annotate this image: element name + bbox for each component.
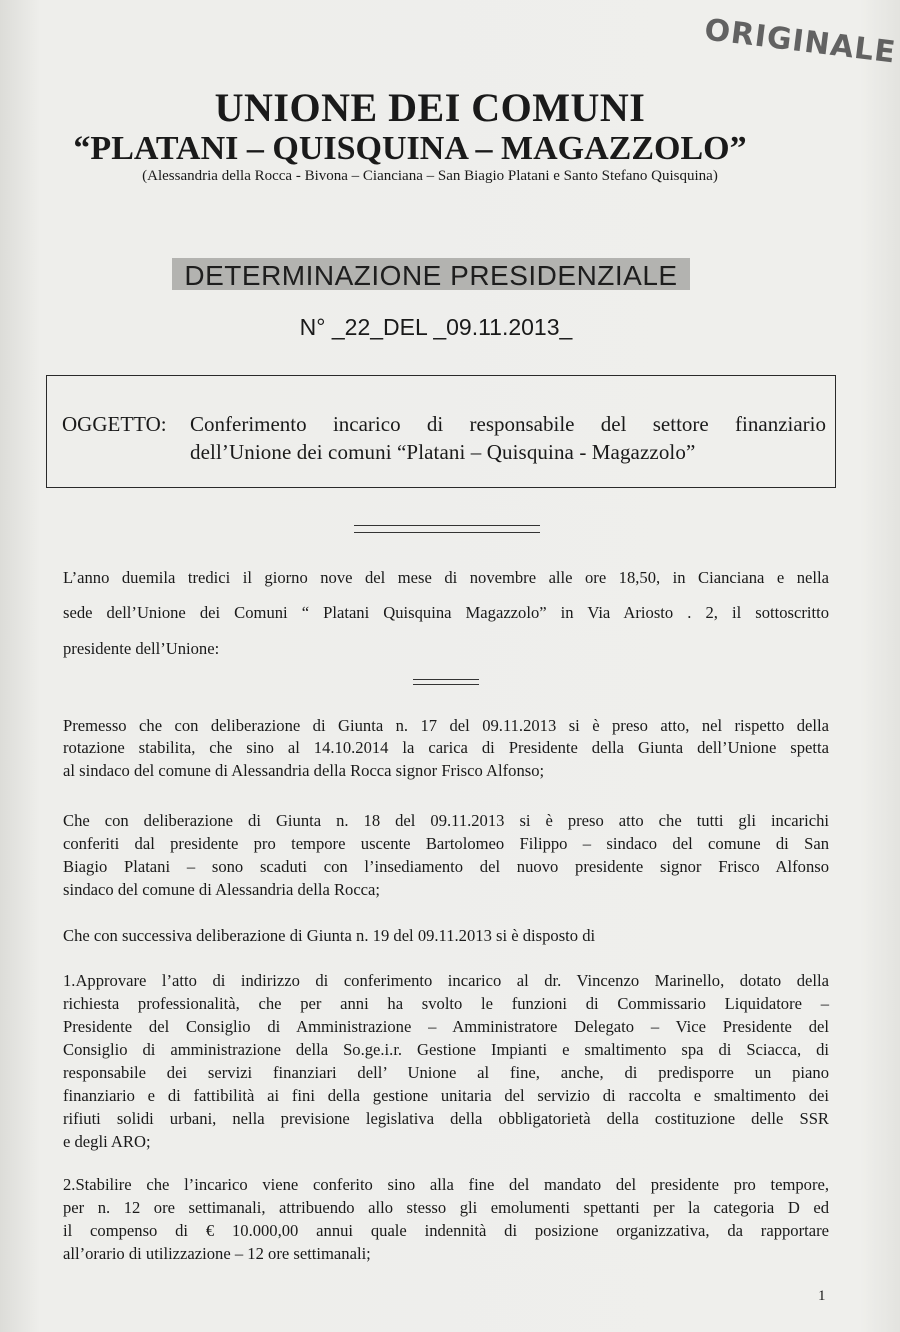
intro-line: presidente dell’Unione: [63,639,220,658]
document-number: N° _22_DEL _09.11.2013_ [299,314,573,340]
premesso-line: rotazione stabilita, che sino al 14.10.2014 la carica di Presidente della Giunta dell’Unione spetta [63,738,829,757]
item1-line: rifiuti solidi urbani, nella previsione legislativa della obbligatorietà della costituzione delle SSR [63,1109,829,1128]
oggetto-line: Conferimento incarico di responsabile del settore finanziario [190,412,826,436]
che-line: Che con deliberazione di Giunta n. 18 del 09.11.2013 si è preso atto che tutti gli incarichi [63,811,829,830]
item1-line: responsabile dei servizi finanziari dell’ Unione al fine, anche, di predisporre un piano [63,1063,829,1082]
intro-line: sede dell’Unione dei Comuni “ Platani Quisquina Magazzolo” in Via Ariosto . 2, il sottoscritto [63,603,829,622]
page-number: 1 [818,1288,826,1304]
separator-double-line [354,525,540,533]
che-line: Che con successiva deliberazione di Giunta n. 19 del 09.11.2013 si è disposto di [63,926,596,945]
intro-line: L’anno duemila tredici il giorno nove del mese di novembre alle ore 18,50, in Cianciana e nella [63,568,829,587]
determinazione-highlight [172,258,690,290]
item2-line: per n. 12 ore settimanali, attribuendo allo stesso gli emolumenti spettanti per la categoria D ed [63,1198,829,1217]
che-line: conferiti dal presidente pro tempore uscente Bartolomeo Filippo – sindaco del comune di San [63,834,829,853]
originale-stamp: ORIGINALE [702,12,898,71]
determinazione-title: DETERMINAZIONE PRESIDENZIALE [184,260,678,291]
item2-line: il compenso di € 10.000,00 annui quale indennità di posizione organizzativa, da rapportare [63,1221,829,1240]
item1-line: richiesta professionalità, che per anni ha svolto le funzioni di Commissario Liquidatore – [63,994,829,1013]
item2-line: all’orario di utilizzazione – 12 ore settimanali; [63,1244,371,1263]
che-line: sindaco del comune di Alessandria della Rocca; [63,880,381,899]
header-members: (Alessandria della Rocca - Bivona – Cianciana – San Biagio Platani e Santo Stefano Quisquina) [142,168,718,184]
premesso-line: al sindaco del comune di Alessandria della Rocca signor Frisco Alfonso; [63,761,545,780]
oggetto-box [46,375,836,488]
item1-line: e degli ARO; [63,1132,151,1151]
item1-line: Consiglio di amministrazione della So.ge.i.r. Gestione Impianti e smaltimento spa di Sciacca, di [63,1040,829,1059]
che-line: Biagio Platani – sono scaduti con l’insediamento del nuovo presidente signor Frisco Alfonso [63,857,829,876]
item1-line: Presidente del Consiglio di Amministrazione – Amministratore Delegato – Vice Presidente del [63,1017,829,1036]
separator-short-line [413,679,479,685]
header-title: UNIONE DEI COMUNI [214,85,646,130]
premesso-line: Premesso che con deliberazione di Giunta n. 17 del 09.11.2013 si è preso atto, nel rispetto della [63,716,829,735]
header-union-name: “PLATANI – QUISQUINA – MAGAZZOLO” [73,130,747,167]
item2-line: 2.Stabilire che l’incarico viene conferito sino alla fine del mandato del presidente pro tempore, [63,1175,829,1194]
oggetto-label: OGGETTO: [62,412,167,436]
item1-line: finanziario e di fattibilità ai fini della gestione unitaria del servizio di raccolta e smaltimento dei [63,1086,829,1105]
item1-line: 1.Approvare l’atto di indirizzo di conferimento incarico al dr. Vincenzo Marinello, dotato della [63,971,829,990]
oggetto-line: dell’Unione dei comuni “Platani – Quisquina - Magazzolo” [190,440,696,464]
